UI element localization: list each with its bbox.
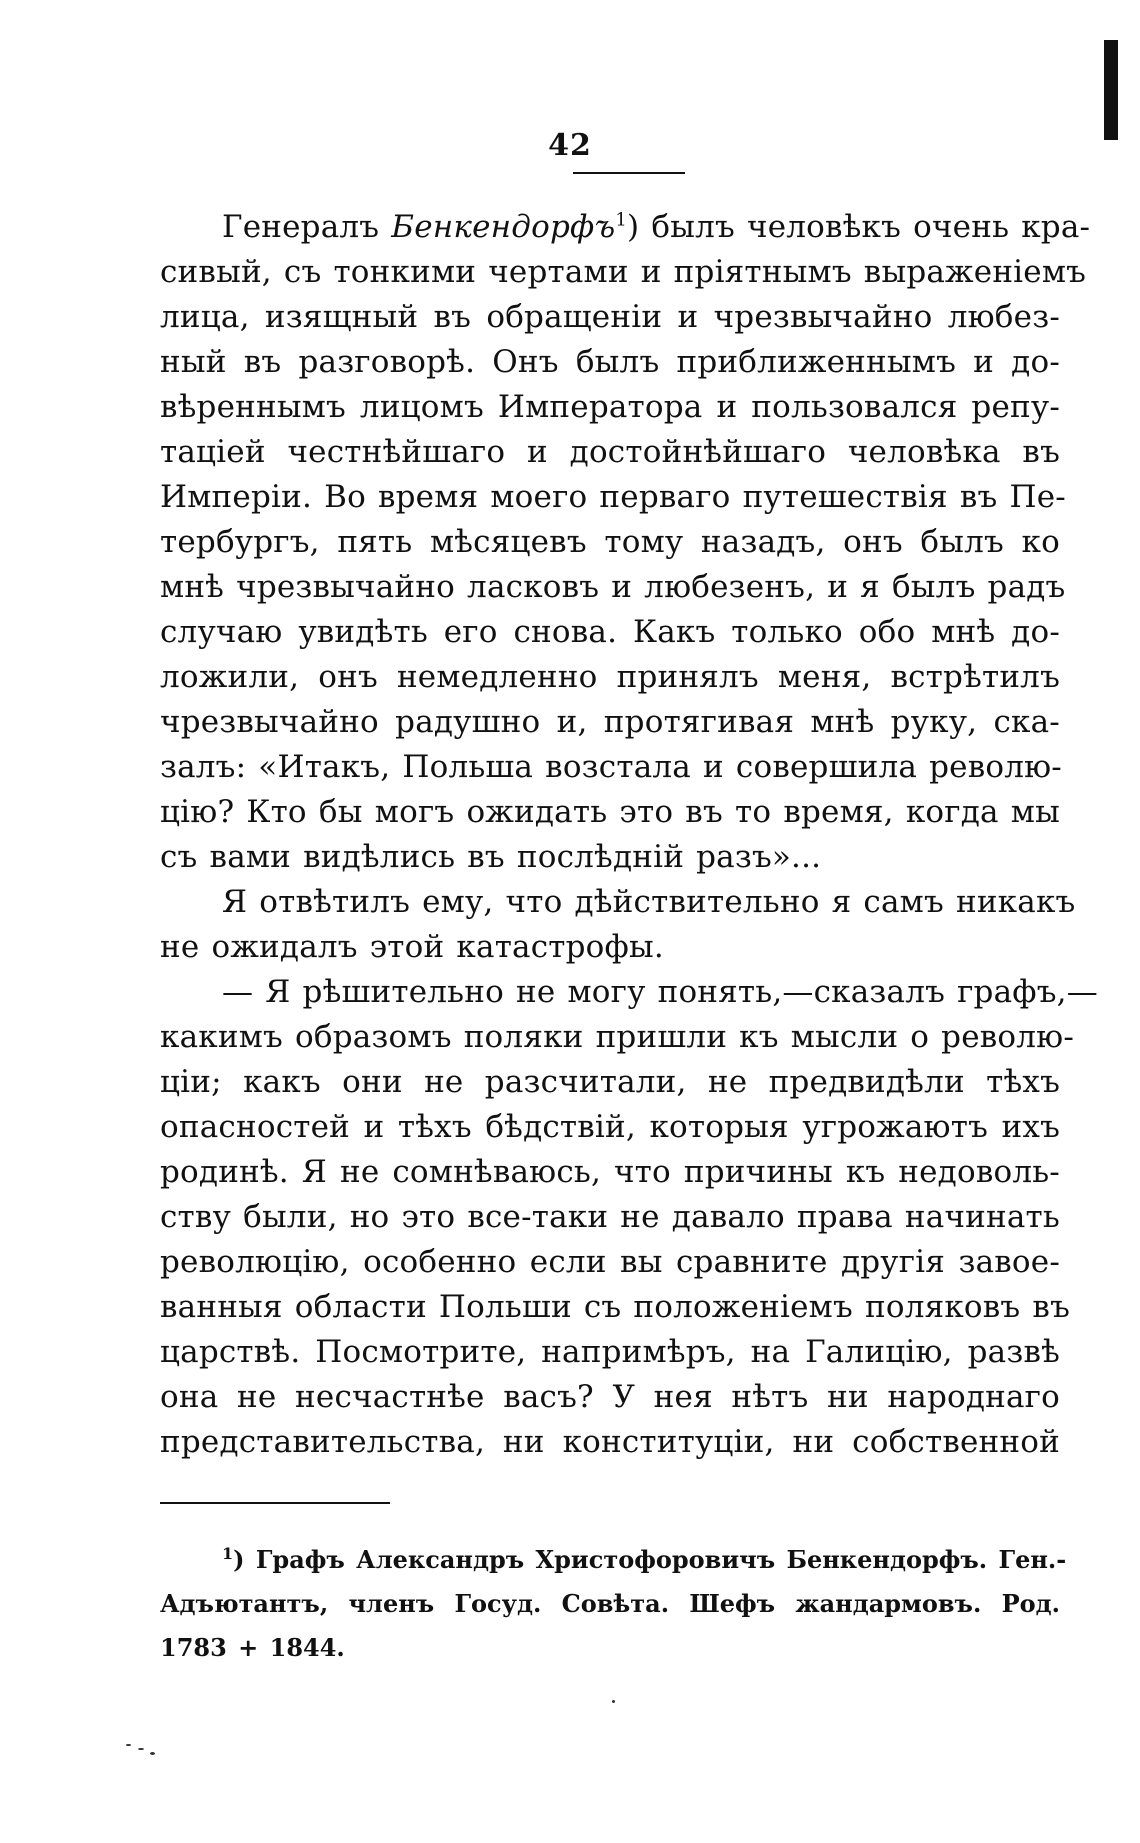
- text-line: съ вами видѣлись въ послѣдній разъ»...: [160, 839, 822, 875]
- scan-speck: [612, 1700, 615, 1703]
- text-line: ный въ разговорѣ. Онъ былъ приближеннымъ и до-: [160, 344, 1060, 380]
- footnote-line: 1783 + 1844.: [160, 1633, 345, 1662]
- text-line: ству были, но это все-таки не давало права начинать: [160, 1199, 1060, 1235]
- text-line: таціей честнѣйшаго и достойнѣйшаго человѣка въ: [160, 434, 1060, 470]
- person-name: Бенкендорфъ: [391, 209, 616, 245]
- text-line: цію? Кто бы могъ ожидать это въ то время, когда мы: [160, 794, 1060, 830]
- text-line: Я отвѣтилъ ему, что дѣйствительно я самъ никакъ: [222, 884, 1076, 920]
- text-line: мнѣ чрезвычайно ласковъ и любезенъ, и я былъ радъ: [160, 569, 1066, 605]
- text-line: какимъ образомъ поляки пришли къ мысли о револю-: [160, 1019, 1075, 1055]
- text-line: царствѣ. Посмотрите, напримѣръ, на Галицію, развѣ: [160, 1334, 1060, 1370]
- page-edge-mark: [1104, 40, 1118, 140]
- text-line: лица, изящный въ обращеніи и чрезвычайно любез-: [160, 299, 1060, 335]
- text-line: представительства, ни конституціи, ни собственной: [160, 1424, 1060, 1460]
- text-line: Имперіи. Во время моего перваго путешествія въ Пе-: [160, 479, 1066, 515]
- text-run: Генералъ: [222, 209, 392, 245]
- text-line: — Я рѣшительно не могу понять,—сказалъ графъ,—: [222, 974, 1098, 1010]
- scan-speck: [126, 1744, 131, 1746]
- footnote-rule: [160, 1502, 390, 1504]
- text-line: вѣреннымъ лицомъ Императора и пользовался репу-: [160, 389, 1060, 425]
- text-line: залъ: «Итакъ, Польша возстала и совершила револю-: [160, 749, 1062, 785]
- text-line: она не несчастнѣе васъ? У нея нѣтъ ни народнаго: [160, 1379, 1060, 1415]
- footnote-line: Адъютантъ, членъ Госуд. Совѣта. Шефъ жандармовъ. Род.: [160, 1589, 1060, 1618]
- text-line: случаю увидѣть его снова. Какъ только обо мнѣ до-: [160, 614, 1060, 650]
- text-line: тербургъ, пять мѣсяцевъ тому назадъ, онъ былъ ко: [160, 524, 1060, 560]
- text-line: ванныя области Польши съ положеніемъ поляковъ въ: [160, 1289, 1070, 1325]
- footnote-line: [160, 1538, 1067, 1582]
- text-line: [160, 205, 1091, 250]
- text-line: ціи; какъ они не разсчитали, не предвидѣли тѣхъ: [160, 1064, 1060, 1100]
- text-line: чрезвычайно радушно и, протягивая мнѣ руку, ска-: [160, 704, 1060, 740]
- page-number: 42: [548, 128, 592, 163]
- scan-speck: [138, 1748, 144, 1750]
- text-line: родинѣ. Я не сомнѣваюсь, что причины къ недоволь-: [160, 1154, 1060, 1190]
- text-line: революцію, особенно если вы сравните другія завое-: [160, 1244, 1060, 1280]
- text-line: не ожидалъ этой катастрофы.: [160, 929, 664, 965]
- body-text: [160, 205, 1098, 1465]
- text-run: ) былъ человѣкъ очень кра-: [627, 209, 1091, 245]
- text-line: опасностей и тѣхъ бѣдствій, которыя угрожаютъ ихъ: [160, 1109, 1060, 1145]
- scan-speck: [150, 1752, 155, 1755]
- footnote-marker: 1: [222, 1544, 234, 1563]
- footnote-reference: 1: [615, 209, 628, 231]
- text-line: ложили, онъ немедленно принялъ меня, встрѣтилъ: [160, 659, 1060, 695]
- footnote-text: ) Графъ Александръ Христофоровичъ Бенкендорфъ. Ген.-: [233, 1545, 1067, 1574]
- text-line: сивый, съ тонкими чертами и пріятнымъ выраженіемъ: [160, 254, 1087, 290]
- page-number-rule: [573, 172, 685, 174]
- footnote: [160, 1538, 1067, 1670]
